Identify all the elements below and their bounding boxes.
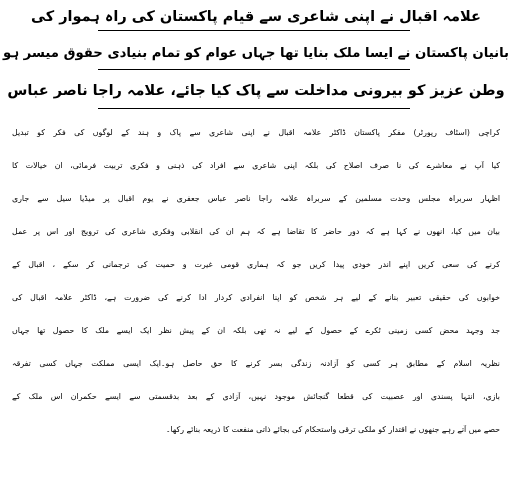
- body-line-5: کرنے کی سعی کریں اپنے اندر خودی پیدا کریں جو کہ ہماری قومی غیرت و حمیت کی ترجمانی کر سکے ، اقبال کے: [12, 260, 500, 269]
- headline-underline-2: [98, 69, 410, 70]
- body-line-1: کراچی (اسٹاف رپورٹر) مفکر پاکستان ڈاکٹر علامہ اقبال نے اپنی شاعری سے پاک و ہند کے لوگوں کی فکر کو تبدیل: [12, 128, 500, 137]
- body-line-3: اظہار سربراہ مجلس وحدت مسلمین کے سربراہ علامہ راجا ناصر عباس جعفری نے یوم اقبال پر میڈیا سیل سے جاری: [12, 194, 500, 203]
- body-line-2: کیا آپ نے معاشرے کی نا صرف اصلاح کی بلکہ اپنی شاعری سے افراد کی ذہنی و فکری تربیت فرمائی، ان خیالات کا: [12, 161, 500, 170]
- body-line-6: خوابوں کی حقیقی تعبیر بنانے کے لیے ہر شخص کو اپنا انفرادی کردار ادا کرنے کی ضرورت ہے، ڈاکٹر علامہ اقبال کی: [12, 293, 500, 302]
- headline-text-1: علامہ اقبال نے اپنی شاعری سے قیام پاکستان کی راہ ہموار کی: [31, 9, 481, 25]
- headline-line-1: [0, 6, 512, 25]
- headline-line-2: [0, 42, 512, 61]
- headline-text-3: وطن عزیز کو بیرونی مداخلت سے پاک کیا جائے، علامہ راجا ناصر عباس: [7, 83, 505, 99]
- body-line-10: حصے میں آتے رہے جنھوں نے اقتدار کو ملکی ترقی واستحکام کی بجائے ذاتی منفعت کا ذریعہ بنائے رکھا۔: [165, 425, 500, 434]
- body-line-8: نظریہ اسلام کے مطابق ہر کسی کو آزادنہ زندگی بسر کرنے کا حق حاصل ہو۔ایک ایسی مملکت جہاں کسی تفرقہ: [12, 359, 500, 368]
- headline-line-3: [0, 80, 512, 99]
- body-line-4: بیان میں کیا، انھوں نے کہا ہے کہ دور حاضر کا تقاضا ہے کہ ہم ان کی انقلابی وفکری شاعری کی ترویج اور اس پر عمل: [12, 227, 500, 236]
- headline-text-2: بانیان پاکستان نے ایسا ملک بنایا تھا جہاں عوام کو تمام بنیادی حقوق میسر ہو: [2, 46, 510, 61]
- headline-underline-1: [98, 30, 410, 31]
- body-line-9: بازی، انتہا پسندی اور عصبیت کی قطعا گنجائش موجود نہیں، آزادی کے بعد بدقسمتی سے ایسے حکمران اس ملک کے: [12, 392, 500, 401]
- headline-underline-3: [98, 108, 410, 109]
- body-line-7: جد وجہد محض کسی زمینی ٹکرے کے حصول کے لیے نہ تھی بلکہ ان کے پیش نظر ایک ایسے ملک کا حصول تھا جہاں: [12, 326, 500, 335]
